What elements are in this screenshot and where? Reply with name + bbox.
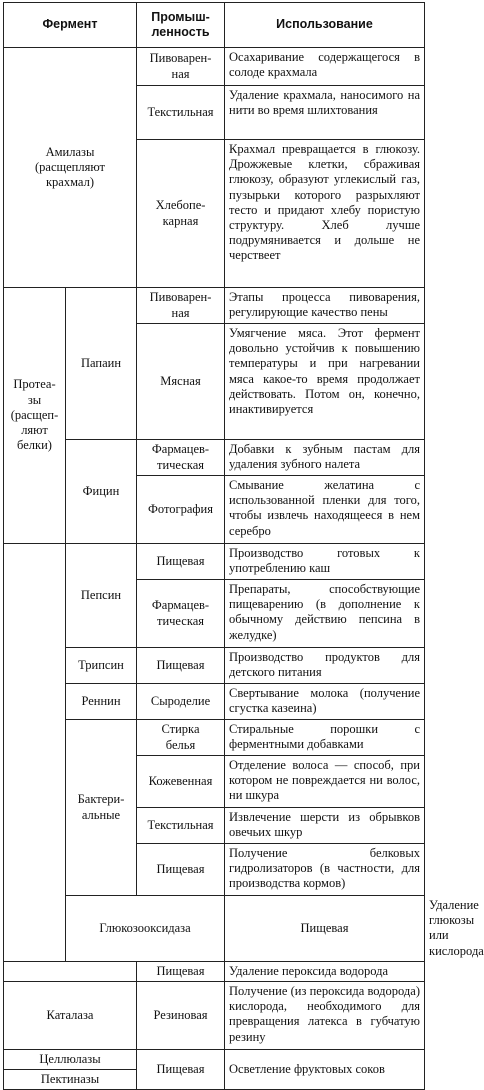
industry-cell: Фармацев- тическая bbox=[137, 440, 225, 476]
use-cell: Этапы процесса пивоварения, регулирующие качество пены bbox=[225, 288, 425, 324]
use-cell: Удаление пероксида водорода bbox=[225, 961, 425, 981]
enzyme-trypsin: Трипсин bbox=[66, 648, 137, 684]
use-cell: Производство готовых к употреблению каш bbox=[225, 544, 425, 580]
table-row bbox=[4, 544, 425, 580]
table-row bbox=[4, 648, 425, 684]
table-row bbox=[4, 288, 425, 324]
use-cell: Отделение волоса — способ, при котором не повреждается ни волос, ни шкура bbox=[225, 756, 425, 808]
enzyme-proteases: Протеа- зы (расщеп- ляют белки) bbox=[4, 288, 66, 544]
enzyme-pepsin: Пепсин bbox=[66, 544, 137, 648]
use-cell: Получение (из пероксида водорода) кислорода, необходимого для превращения латекса в губчатую резину bbox=[225, 982, 425, 1050]
use-cell: Препараты, способствующие пищеварению (в дополнение к обычному действию пепсина в желудке) bbox=[225, 580, 425, 648]
industry-cell: Текстильная bbox=[137, 86, 225, 140]
industry-cell: Фармацев- тическая bbox=[137, 580, 225, 648]
enzyme-pectinases: Пектиназы bbox=[4, 1070, 137, 1090]
enzyme-group-spacer bbox=[4, 544, 66, 962]
industry-cell: Пивоварен- ная bbox=[137, 48, 225, 86]
table-row bbox=[4, 48, 425, 86]
enzyme-glucose-oxidase: Глюкозооксидаза bbox=[66, 896, 225, 962]
enzyme-empty-cell bbox=[4, 961, 137, 981]
header-industry: Промыш- ленность bbox=[137, 3, 225, 48]
industry-cell: Сыроделие bbox=[137, 684, 225, 720]
industry-cell: Стирка белья bbox=[137, 720, 225, 756]
use-cell: Добавки к зубным пастам для удаления зубного налета bbox=[225, 440, 425, 476]
use-cell: Производство продуктов для детского питания bbox=[225, 648, 425, 684]
industry-cell: Пивоварен- ная bbox=[137, 288, 225, 324]
use-cell: Осахаривание содержащегося в солоде крахмала bbox=[225, 48, 425, 86]
enzyme-rennin: Реннин bbox=[66, 684, 137, 720]
enzyme-papain: Папаин bbox=[66, 288, 137, 440]
use-cell: Извлечение шерсти из обрывков овечьих шкур bbox=[225, 808, 425, 844]
industry-cell: Пищевая bbox=[137, 1050, 225, 1090]
header-use: Использование bbox=[225, 3, 425, 48]
table-row bbox=[4, 1050, 425, 1070]
table-row bbox=[4, 982, 425, 1050]
table-row: Глюкозооксидаза Пищевая Удаление глюкозы или кислорода bbox=[4, 896, 425, 962]
industry-cell: Фотография bbox=[137, 476, 225, 544]
use-cell: Стиральные порошки с ферментными добавками bbox=[225, 720, 425, 756]
enzyme-cellulases: Целлюлазы bbox=[4, 1050, 137, 1070]
use-cell: Крахмал превращается в глюкозу. Дрожжевые клетки, сбраживая глюкозу, образуют углекислый газ, пузырьки которого разрыхляют тесто и придают хлебу пористую структуру. Хлеб лучше подрумянивается и дольше не черствеет bbox=[225, 140, 425, 288]
use-cell: Получение белковых гидролизаторов (в частности, для производства кормов) bbox=[225, 844, 425, 896]
industry-cell: Пищевая bbox=[137, 844, 225, 896]
industry-cell: Пищевая bbox=[225, 896, 425, 962]
industry-cell: Кожевенная bbox=[137, 756, 225, 808]
table-row bbox=[4, 961, 425, 981]
enzyme-table bbox=[3, 2, 484, 1090]
header-enzyme: Фермент bbox=[4, 3, 137, 48]
enzyme-ficin: Фицин bbox=[66, 440, 137, 544]
industry-cell: Мясная bbox=[137, 324, 225, 440]
header-row bbox=[4, 3, 425, 48]
enzyme-catalase: Каталаза bbox=[4, 982, 137, 1050]
industry-cell: Хлебопе- карная bbox=[137, 140, 225, 288]
table-row bbox=[4, 720, 425, 756]
table-row bbox=[4, 440, 425, 476]
use-cell: Удаление крахмала, наносимого на нити во время шлихтования bbox=[225, 86, 425, 140]
use-cell: Свертывание молока (получение сгустка казеина) bbox=[225, 684, 425, 720]
industry-cell: Резиновая bbox=[137, 982, 225, 1050]
use-cell: Умягчение мяса. Этот фермент довольно устойчив к повышению температуры и при нагревании мяса какое-то время продолжает действовать. Потом он, конечно, инактивируется bbox=[225, 324, 425, 440]
enzyme-bacterial: Бактери- альные bbox=[66, 720, 137, 896]
industry-cell: Пищевая bbox=[137, 648, 225, 684]
industry-cell: Пищевая bbox=[137, 544, 225, 580]
industry-cell: Пищевая bbox=[137, 961, 225, 981]
use-cell: Смывание желатина с использованной пленки для того, чтобы извлечь находящееся в нем серебро bbox=[225, 476, 425, 544]
industry-cell: Текстильная bbox=[137, 808, 225, 844]
enzyme-amylases: Амилазы (расщепляют крахмал) bbox=[4, 48, 137, 288]
use-cell: Осветление фруктовых соков bbox=[225, 1050, 425, 1090]
table-row bbox=[4, 684, 425, 720]
